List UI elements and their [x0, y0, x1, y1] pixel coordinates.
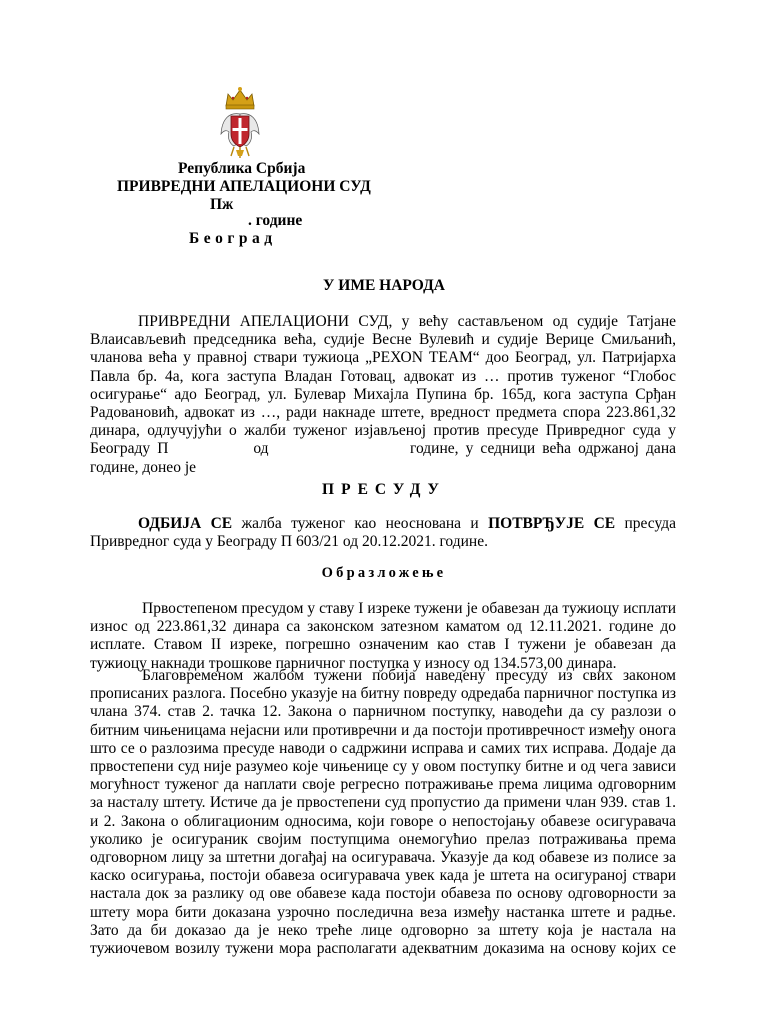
ruling-end-text: пресуда	[615, 515, 676, 532]
in-name-of-people-title: У ИМЕ НАРОДА	[323, 277, 445, 294]
text-line: каско осигурања, постоји обавеза осигуравача увек када је штета на осигураној ствари	[90, 867, 676, 885]
text-line: динара, одлучујући о жалби туженог изјављеној против пресуде Привредног суда у	[90, 422, 676, 440]
year-suffix: . године	[248, 212, 303, 229]
text-line: Привредног суда у Београду П 603/21 од 20.12.2021. године.	[90, 533, 488, 551]
case-prefix: Пж	[210, 196, 234, 213]
ruling-middle-text: жалба туженог као неоснована и	[232, 515, 489, 532]
text-line: Радовановић, адвокат из …, ради накнаде штете, вредност предмета спора 223.861,32	[90, 404, 676, 422]
rejects-text: ОДБИЈА СЕ	[138, 515, 233, 532]
text-line: штету мора бити доказана узрочно последична веза између настанка штете и радње.	[90, 903, 676, 921]
text-line: битним чињеницама нејасни или противречни и да постоји противречност између онога	[90, 721, 676, 739]
text-line: одговорном лицу за штетни догађај на осигуравача. Указује да код обавезе из полисе за	[90, 849, 676, 867]
text-line: Зато да би доказао да је неко треће лице одговорно за штету која је настала на	[90, 921, 676, 939]
text-line: могућност туженог да наплати своје регресно потраживање према лицима одговорним	[90, 776, 676, 794]
text-line: исплате. Ставом II изреке, погрешно означеним као став I тужени је обавезан да	[90, 636, 676, 654]
republic-name: Република Србија	[178, 160, 306, 177]
text-line: Благовременом жалбом тужени побија наведену пресуду из свих законом	[142, 667, 676, 684]
city-name: Београд	[189, 230, 277, 247]
text-line: чланова већа у правној ствари тужиоца „РЕХОN ТЕАМ“ доо Београд, ул. Патријарха	[90, 349, 676, 367]
text-line: Влаисављевић председника већа, судије Весне Вулевић и судије Верице Смиљанић,	[90, 331, 676, 349]
text-line: за насталу штету. Истиче да је првостепени суд пропустио да примени члан 939. став 1.	[90, 794, 676, 812]
text-line: првостепени суд није разумео које чињенице су у овом поступку битне и од чега зависи	[90, 758, 676, 776]
reasoning-paragraph-2	[90, 667, 676, 958]
ruling-line	[90, 515, 676, 533]
text-line: ПРИВРЕДНИ АПЕЛАЦИОНИ СУД, у већу састављеном од судије Татјане	[138, 313, 676, 330]
text-line: тужиоцу накнади трошкове парничног поступка у износу од 134.573,00 динара.	[90, 654, 617, 672]
ruling-paragraph	[90, 515, 676, 551]
coat-of-arms-icon	[218, 84, 262, 160]
text-line: године, донео је	[90, 458, 197, 476]
text-line: настала док за разлику од ове обавезе када постоји обавеза по основу одговорности за	[90, 885, 676, 903]
text-line: Првостепеном пресудом у ставу I изреке тужени је обавезан да тужиоцу исплати	[142, 600, 676, 617]
court-name: ПРИВРЕДНИ АПЕЛАЦИОНИ СУД	[117, 178, 371, 195]
text-line: осигурање“ адо Београд, ул. Булевар Михајла Пупина бр. 165д, кога заступа Срђан	[90, 385, 676, 403]
text-line: тужиочевом возилу тужени мора располагати адекватним доказима на основу којих се	[90, 940, 676, 958]
text-line: износ од 223.861,32 динара са законском затезном каматом од 12.11.2021. године до	[90, 618, 676, 636]
reasoning-title: Образложење	[321, 565, 447, 581]
reasoning-paragraph-1	[90, 600, 676, 673]
text-line: Павла бр. 4а, кога заступа Владан Готовац, адвокат из … против туженог “Глобос	[90, 367, 676, 385]
text-line: и 2. Закона о облигационим односима, који говоре о непостојању обавезе осигуравача	[90, 812, 676, 830]
text-line: што се о разлозима пресуде наводи о садржини исправа и самих тих исправа. Додаје да	[90, 739, 676, 757]
text-line: прописаних разлога. Посебно указује на битну повреду одредаба парничног поступка из	[90, 685, 676, 703]
text-line: уколико је осигураник својим поступцима онемогућио прелаз потраживања према	[90, 830, 676, 848]
intro-paragraph	[90, 313, 676, 477]
text-line: Београду П од године, у седници већа одржаној дана	[90, 440, 676, 458]
text-line: члана 374. став 2. тачка 12. Закона о парничном поступку, наводећи да су разлози о	[90, 703, 676, 721]
confirms-text: ПОТВРЂУЈЕ СЕ	[488, 515, 616, 532]
verdict-title: ПРЕСУДУ	[322, 481, 446, 498]
